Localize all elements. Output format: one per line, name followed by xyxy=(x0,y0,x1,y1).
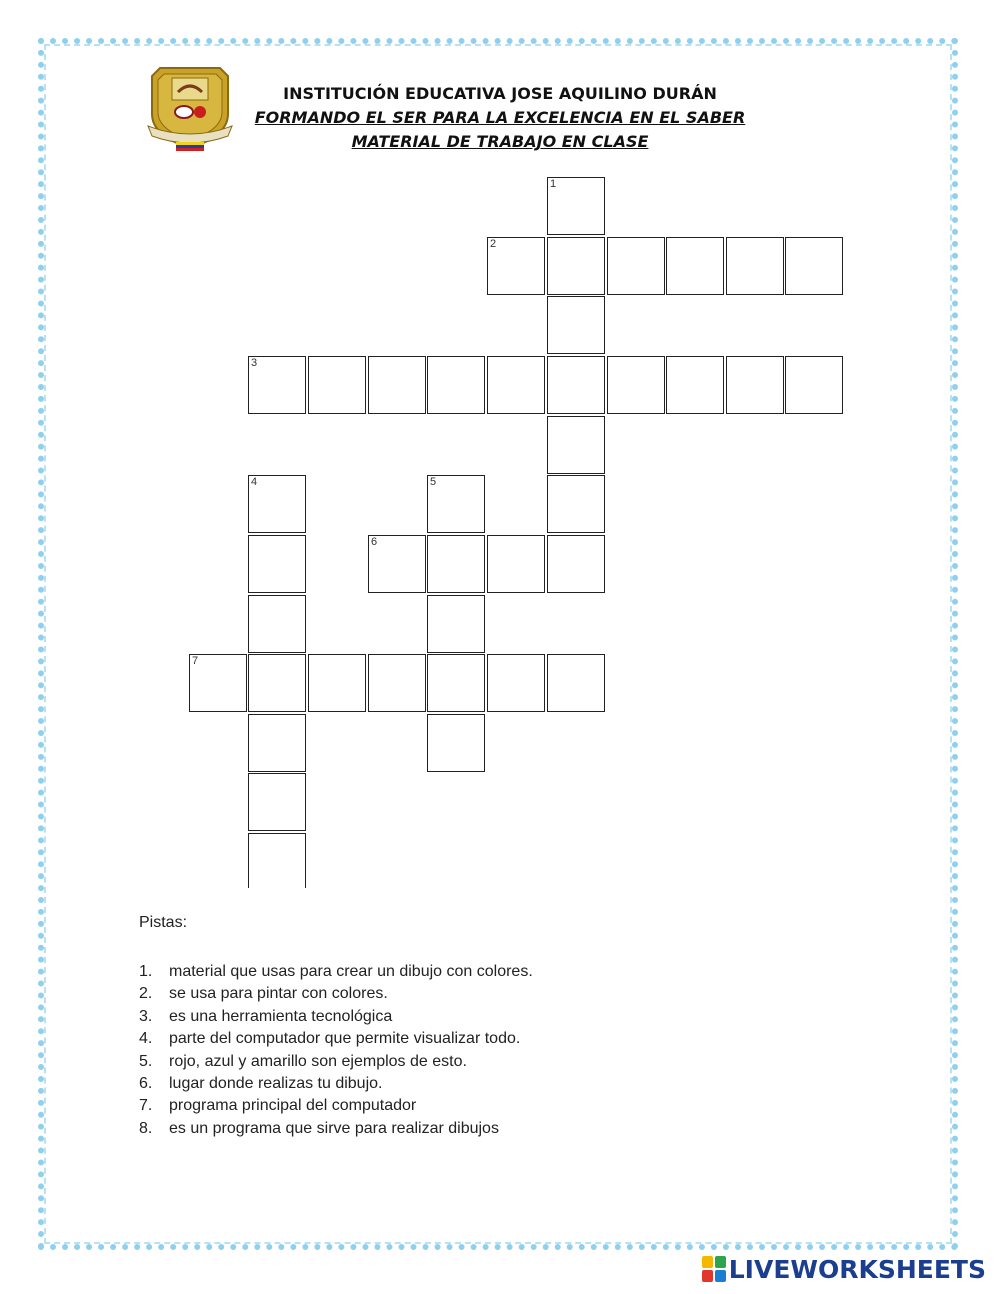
clue-item xyxy=(139,983,533,1005)
clues-title: Pistas: xyxy=(139,914,188,931)
clue-number: 5. xyxy=(139,1052,153,1070)
clue-text: material que usas para crear un dibujo con colores. xyxy=(169,963,533,980)
clue-number: 3. xyxy=(139,1007,153,1025)
crossword-cell[interactable] xyxy=(368,654,426,712)
crossword-cell[interactable] xyxy=(547,475,605,533)
clue-number-4: 4 xyxy=(251,476,258,488)
crossword-cell[interactable] xyxy=(308,654,366,712)
clue-text: programa principal del computador xyxy=(169,1097,417,1115)
clue-text: lugar donde realizas tu dibujo. xyxy=(169,1075,383,1093)
clue-item xyxy=(139,961,533,983)
clue-number: 2. xyxy=(139,985,153,1003)
crossword-cell[interactable] xyxy=(547,177,605,235)
crossword-cell[interactable] xyxy=(785,356,843,414)
clue-number-1: 1 xyxy=(550,178,557,190)
clue-item xyxy=(139,1028,533,1050)
crossword-cell[interactable] xyxy=(607,356,665,414)
crossword-cell[interactable] xyxy=(666,356,724,414)
crossword-cell[interactable] xyxy=(487,356,545,414)
crossword-cell[interactable] xyxy=(487,237,545,295)
clue-number-5: 5 xyxy=(430,476,437,488)
clue-number: 8. xyxy=(139,1119,153,1137)
clue-number: 6. xyxy=(139,1075,153,1093)
crossword-cell[interactable] xyxy=(248,356,306,414)
crossword-cell[interactable] xyxy=(248,595,306,653)
liveworksheets-logo-icon xyxy=(702,1256,726,1282)
crossword-cell[interactable] xyxy=(248,535,306,593)
clue-number-2: 2 xyxy=(490,238,497,250)
crossword-cell[interactable] xyxy=(248,773,306,831)
crossword-cell[interactable] xyxy=(427,595,485,653)
liveworksheets-brand[interactable] xyxy=(702,1254,986,1284)
crossword-cell[interactable] xyxy=(547,237,605,295)
crossword-cell[interactable] xyxy=(487,654,545,712)
crossword-cell[interactable] xyxy=(427,356,485,414)
crossword-cell[interactable] xyxy=(248,475,306,533)
clue-text: parte del computador que permite visualizar todo. xyxy=(169,1030,521,1048)
brand-name: LIVEWORKSHEETS xyxy=(728,1254,986,1284)
crossword-cell[interactable] xyxy=(248,833,306,888)
crossword-cell[interactable] xyxy=(547,356,605,414)
crossword-cell[interactable] xyxy=(547,535,605,593)
crossword-cell[interactable] xyxy=(248,714,306,772)
crossword-cell[interactable] xyxy=(427,714,485,772)
clue-item xyxy=(139,1118,533,1140)
clue-text: es una herramienta tecnológica xyxy=(169,1007,393,1025)
clue-item xyxy=(139,1095,533,1117)
crossword-cell[interactable] xyxy=(248,654,306,712)
clue-number: 1. xyxy=(139,963,153,980)
institution-title: INSTITUCIÓN EDUCATIVA JOSE AQUILINO DURÁN xyxy=(283,84,717,103)
crossword-cell[interactable] xyxy=(607,237,665,295)
crossword-cell[interactable] xyxy=(427,535,485,593)
crossword-cell[interactable] xyxy=(487,535,545,593)
crossword-cell[interactable] xyxy=(726,356,784,414)
clue-number: 4. xyxy=(139,1030,153,1048)
clue-number-6: 6 xyxy=(371,536,378,548)
crossword-cell[interactable] xyxy=(427,475,485,533)
clue-item xyxy=(139,1073,533,1095)
crossword-cell[interactable] xyxy=(666,237,724,295)
crossword-cell[interactable] xyxy=(308,356,366,414)
clue-item xyxy=(139,1051,533,1073)
crossword-cell[interactable] xyxy=(547,296,605,354)
clue-number-7: 7 xyxy=(192,655,199,667)
worksheet-subtitle: MATERIAL DE TRABAJO EN CLASE xyxy=(351,132,649,151)
clue-number-3: 3 xyxy=(251,357,258,369)
crossword-cell[interactable] xyxy=(368,356,426,414)
crossword-cell[interactable] xyxy=(785,237,843,295)
crossword-cell[interactable] xyxy=(368,535,426,593)
motto: FORMANDO EL SER PARA LA EXCELENCIA EN EL SABER xyxy=(254,108,746,127)
clue-item xyxy=(139,1006,533,1028)
crossword-cell[interactable] xyxy=(726,237,784,295)
crossword-cell[interactable] xyxy=(189,654,247,712)
crossword-cell[interactable] xyxy=(547,654,605,712)
clues-list xyxy=(139,961,533,1140)
crossword-cell[interactable] xyxy=(427,654,485,712)
clue-text: se usa para pintar con colores. xyxy=(169,985,388,1003)
clue-text: rojo, azul y amarillo son ejemplos de esto. xyxy=(169,1052,467,1070)
clue-text: es un programa que sirve para realizar dibujos xyxy=(169,1119,499,1137)
crossword-cell[interactable] xyxy=(547,416,605,474)
clue-number: 7. xyxy=(139,1097,153,1115)
